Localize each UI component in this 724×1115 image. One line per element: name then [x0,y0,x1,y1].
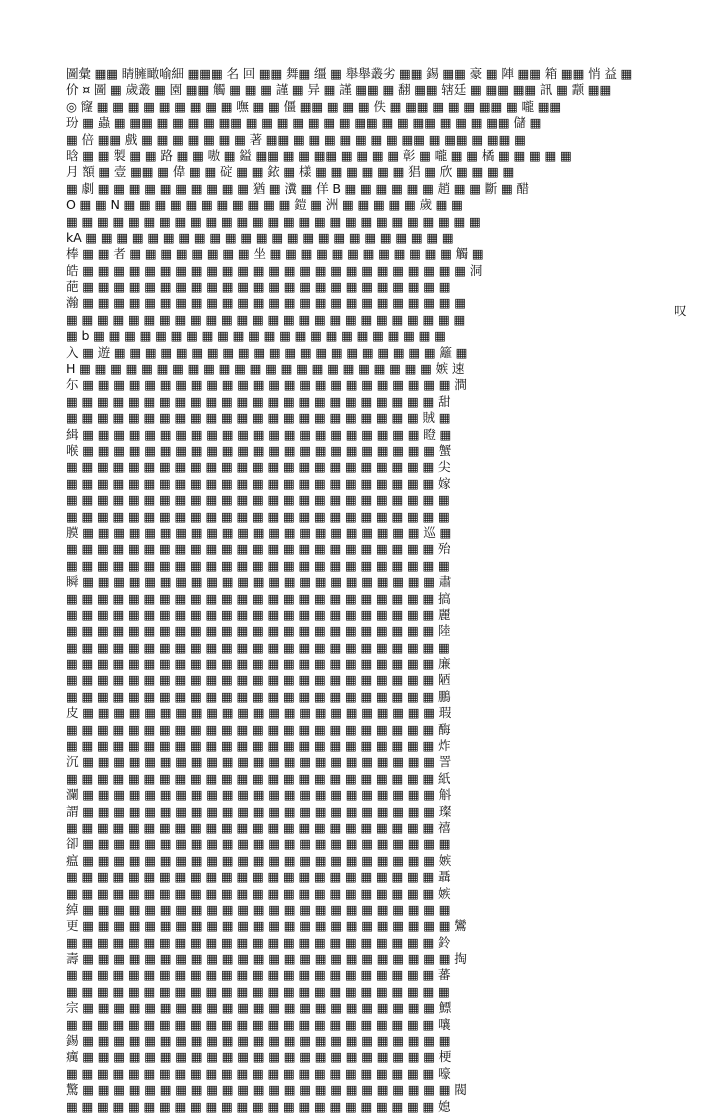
text-line: ▦ ▦ ▦ ▦ ▦ ▦ ▦ ▦ ▦ ▦ ▦ ▦ ▦ ▦ ▦ ▦ ▦ ▦ ▦ ▦ ▦ ▦ ▦ ▦ 嚷 [66,1016,451,1032]
text-line: 更 ▦ ▦ ▦ ▦ ▦ ▦ ▦ ▦ ▦ ▦ ▦ ▦ ▦ ▦ ▦ ▦ ▦ ▦ ▦ ▦ ▦ ▦ ▦ ▦ 鸞 [66,918,467,934]
text-line: 緝 ▦ ▦ ▦ ▦ ▦ ▦ ▦ ▦ ▦ ▦ ▦ ▦ ▦ ▦ ▦ ▦ ▦ ▦ ▦ ▦ ▦ ▦ 瞪 ▦ [66,426,452,442]
text-line: ▦ ▦ ▦ ▦ ▦ ▦ ▦ ▦ ▦ ▦ ▦ ▦ ▦ ▦ ▦ ▦ ▦ ▦ ▦ ▦ ▦ ▦ ▦ ▦ 酶 [66,721,451,737]
text-line: 皓 ▦ ▦ ▦ ▦ ▦ ▦ ▦ ▦ ▦ ▦ ▦ ▦ ▦ ▦ ▦ ▦ ▦ ▦ ▦ ▦ ▦ ▦ ▦ ▦ ▦ 洞 [66,262,483,278]
text-line: ▦ 倍 ▦▦ 戲 ▦ ▦ ▦ ▦ ▦ ▦ ▦ 著 ▦▦ ▦ ▦ ▦ ▦ ▦ ▦ ▦ ▦▦ ▦ ▦▦ ▦ ▦▦ ▦ [66,131,526,147]
text-line: 尓 ▦ ▦ ▦ ▦ ▦ ▦ ▦ ▦ ▦ ▦ ▦ ▦ ▦ ▦ ▦ ▦ ▦ ▦ ▦ ▦ ▦ ▦ ▦ ▦ 澗 [66,377,467,393]
text-line: ▦ ▦ ▦ ▦ ▦ ▦ ▦ ▦ ▦ ▦ ▦ ▦ ▦ ▦ ▦ ▦ ▦ ▦ ▦ ▦ ▦ ▦ ▦ ▦ 陸 [66,623,451,639]
text-line: ▦ ▦ ▦ ▦ ▦ ▦ ▦ ▦ ▦ ▦ ▦ ▦ ▦ ▦ ▦ ▦ ▦ ▦ ▦ ▦ ▦ ▦ ▦ ▦ ▦ [66,639,450,655]
text-line: 沉 ▦ ▦ ▦ ▦ ▦ ▦ ▦ ▦ ▦ ▦ ▦ ▦ ▦ ▦ ▦ ▦ ▦ ▦ ▦ ▦ ▦ ▦ ▦ 詈 [66,754,452,770]
text-line: ▦ ▦ ▦ ▦ ▦ ▦ ▦ ▦ ▦ ▦ ▦ ▦ ▦ ▦ ▦ ▦ ▦ ▦ ▦ ▦ ▦ ▦ ▦ ▦ 麗 [66,606,451,622]
text-line: ▦ ▦ ▦ ▦ ▦ ▦ ▦ ▦ ▦ ▦ ▦ ▦ ▦ ▦ ▦ ▦ ▦ ▦ ▦ ▦ ▦ ▦ ▦ ▦ 炸 [66,738,451,754]
text-line: ▦ ▦ ▦ ▦ ▦ ▦ ▦ ▦ ▦ ▦ ▦ ▦ ▦ ▦ ▦ ▦ ▦ ▦ ▦ ▦ ▦ ▦ ▦ ▦ 媳 [66,1098,451,1114]
text-line: 瘟 ▦ ▦ ▦ ▦ ▦ ▦ ▦ ▦ ▦ ▦ ▦ ▦ ▦ ▦ ▦ ▦ ▦ ▦ ▦ ▦ ▦ ▦ ▦ 嫉 [66,852,452,868]
text-line: ▦ 劇 ▦ ▦ ▦ ▦ ▦ ▦ ▦ ▦ ▦ ▦ 猶 ▦ 瀵 ▦ 佯 B ▦ ▦ ▦ ▦ ▦ ▦ 趙 ▦ ▦ 斷 ▦ 醋 [66,180,529,196]
text-line: 錫 ▦ ▦ ▦ ▦ ▦ ▦ ▦ ▦ ▦ ▦ ▦ ▦ ▦ ▦ ▦ ▦ ▦ ▦ ▦ ▦ ▦ ▦ ▦ ▦ [66,1033,451,1049]
text-line: H ▦ ▦ ▦ ▦ ▦ ▦ ▦ ▦ ▦ ▦ ▦ ▦ ▦ ▦ ▦ ▦ ▦ ▦ ▦ ▦ ▦ ▦ ▦ 嫉 速 [66,361,465,377]
text-line: ▦ ▦ ▦ ▦ ▦ ▦ ▦ ▦ ▦ ▦ ▦ ▦ ▦ ▦ ▦ ▦ ▦ ▦ ▦ ▦ ▦ ▦ ▦ ▦ 搞 [66,590,451,606]
text-line: ▦ ▦ ▦ ▦ ▦ ▦ ▦ ▦ ▦ ▦ ▦ ▦ ▦ ▦ ▦ ▦ ▦ ▦ ▦ ▦ ▦ ▦ ▦ ▦ 尖 [66,459,451,475]
text-line: ▦ ▦ ▦ ▦ ▦ ▦ ▦ ▦ ▦ ▦ ▦ ▦ ▦ ▦ ▦ ▦ ▦ ▦ ▦ ▦ ▦ ▦ ▦ ▦ ▦ [66,983,450,999]
text-line: 玢 ▦ 蟲 ▦ ▦▦ ▦ ▦ ▦ ▦ ▦▦ ▦ ▦ ▦ ▦ ▦ ▦ ▦ ▦▦ ▦ ▦ ▦▦ ▦ ▦ ▦ ▦▦ 儲 ▦ [66,115,542,131]
text-line: 喉 ▦ ▦ ▦ ▦ ▦ ▦ ▦ ▦ ▦ ▦ ▦ ▦ ▦ ▦ ▦ ▦ ▦ ▦ ▦ ▦ ▦ ▦ ▦ 蟹 [66,442,452,458]
text-line: ▦ ▦ ▦ ▦ ▦ ▦ ▦ ▦ ▦ ▦ ▦ ▦ ▦ ▦ ▦ ▦ ▦ ▦ ▦ ▦ ▦ ▦ ▦ ▦ 廉 [66,656,451,672]
text-line: ▦ ▦ ▦ ▦ ▦ ▦ ▦ ▦ ▦ ▦ ▦ ▦ ▦ ▦ ▦ ▦ ▦ ▦ ▦ ▦ ▦ ▦ ▦ ▦ 禧 [66,819,451,835]
text-line: 瀚 ▦ ▦ ▦ ▦ ▦ ▦ ▦ ▦ ▦ ▦ ▦ ▦ ▦ ▦ ▦ ▦ ▦ ▦ ▦ ▦ ▦ ▦ ▦ ▦ ▦ [66,295,466,311]
text-line: ▦ ▦ ▦ ▦ ▦ ▦ ▦ ▦ ▦ ▦ ▦ ▦ ▦ ▦ ▦ ▦ ▦ ▦ ▦ ▦ ▦ ▦ ▦ ▦ 殆 [66,541,451,557]
text-line: 月 額 ▦ 壹 ▦▦ ▦ 偉 ▦ ▦ 碇 ▦ ▦ 銥 ▦ 樣 ▦ ▦ ▦ ▦ ▦ ▦ 猖 ▦ 欣 ▦ ▦ ▦ ▦ [66,164,515,180]
text-line: ▦ ▦ ▦ ▦ ▦ ▦ ▦ ▦ ▦ ▦ ▦ ▦ ▦ ▦ ▦ ▦ ▦ ▦ ▦ ▦ ▦ ▦ ▦ ▦ ▦ [66,492,450,508]
text-line: ▦ b ▦ ▦ ▦ ▦ ▦ ▦ ▦ ▦ ▦ ▦ ▦ ▦ ▦ ▦ ▦ ▦ ▦ ▦ ▦ ▦ ▦ ▦ ▦ [66,328,446,344]
text-line: ▦ ▦ ▦ ▦ ▦ ▦ ▦ ▦ ▦ ▦ ▦ ▦ ▦ ▦ ▦ ▦ ▦ ▦ ▦ ▦ ▦ ▦ ▦ ▦ 紙 [66,770,451,786]
text-line: ▦ ▦ ▦ ▦ ▦ ▦ ▦ ▦ ▦ ▦ ▦ ▦ ▦ ▦ ▦ ▦ ▦ ▦ ▦ ▦ ▦ ▦ ▦ ▦ 嫉 [66,885,451,901]
text-line: 棒 ▦ ▦ 者 ▦ ▦ ▦ ▦ ▦ ▦ ▦ ▦ 坐 ▦ ▦ ▦ ▦ ▦ ▦ ▦ ▦ ▦ ▦ ▦ ▦ 觸 ▦ [66,246,484,262]
text-line: 驚 ▦ ▦ ▦ ▦ ▦ ▦ ▦ ▦ ▦ ▦ ▦ ▦ ▦ ▦ ▦ ▦ ▦ ▦ ▦ ▦ ▦ ▦ ▦ ▦ 閥 [66,1082,467,1098]
text-line: ▦ ▦ ▦ ▦ ▦ ▦ ▦ ▦ ▦ ▦ ▦ ▦ ▦ ▦ ▦ ▦ ▦ ▦ ▦ ▦ ▦ ▦ ▦ ▦ 蕃 [66,967,451,983]
text-line: 壽 ▦ ▦ ▦ ▦ ▦ ▦ ▦ ▦ ▦ ▦ ▦ ▦ ▦ ▦ ▦ ▦ ▦ ▦ ▦ ▦ ▦ ▦ ▦ ▦ 掏 [66,951,467,967]
text-line: kA ▦ ▦ ▦ ▦ ▦ ▦ ▦ ▦ ▦ ▦ ▦ ▦ ▦ ▦ ▦ ▦ ▦ ▦ ▦ ▦ ▦ ▦ ▦ ▦ [66,229,454,245]
document-page [66,66,670,1114]
text-line: 宗 ▦ ▦ ▦ ▦ ▦ ▦ ▦ ▦ ▦ ▦ ▦ ▦ ▦ ▦ ▦ ▦ ▦ ▦ ▦ ▦ ▦ ▦ ▦ 鰾 [66,1000,452,1016]
text-line: ◎ 窿 ▦ ▦ ▦ ▦ ▦ ▦ ▦ ▦ ▦ 嘸 ▦ ▦ 僵 ▦▦ ▦ ▦ ▦ 佚 ▦ ▦▦ ▦ ▦ ▦ ▦▦ ▦ 嚨 ▦▦ [66,98,562,114]
text-line: ▦ ▦ ▦ ▦ ▦ ▦ ▦ ▦ ▦ ▦ ▦ ▦ ▦ ▦ ▦ ▦ ▦ ▦ ▦ ▦ ▦ ▦ ▦ ▦ 甜 [66,393,451,409]
text-line: 皮 ▦ ▦ ▦ ▦ ▦ ▦ ▦ ▦ ▦ ▦ ▦ ▦ ▦ ▦ ▦ ▦ ▦ ▦ ▦ ▦ ▦ ▦ ▦ 瑕 [66,705,452,721]
text-line: ▦ ▦ ▦ ▦ ▦ ▦ ▦ ▦ ▦ ▦ ▦ ▦ ▦ ▦ ▦ ▦ ▦ ▦ ▦ ▦ ▦ ▦ ▦ ▦ 聶 [66,869,451,885]
text-line: 葩 ▦ ▦ ▦ ▦ ▦ ▦ ▦ ▦ ▦ ▦ ▦ ▦ ▦ ▦ ▦ ▦ ▦ ▦ ▦ ▦ ▦ ▦ ▦ ▦ [66,279,451,295]
margin-note: 叹 [674,303,687,318]
text-line: 癘 ▦ ▦ ▦ ▦ ▦ ▦ ▦ ▦ ▦ ▦ ▦ ▦ ▦ ▦ ▦ ▦ ▦ ▦ ▦ ▦ ▦ ▦ ▦ 梗 [66,1049,452,1065]
text-line: ▦ ▦ ▦ ▦ ▦ ▦ ▦ ▦ ▦ ▦ ▦ ▦ ▦ ▦ ▦ ▦ ▦ ▦ ▦ ▦ ▦ ▦ ▦ ▦ 陋 [66,672,451,688]
text-line: 瀾 ▦ ▦ ▦ ▦ ▦ ▦ ▦ ▦ ▦ ▦ ▦ ▦ ▦ ▦ ▦ ▦ ▦ ▦ ▦ ▦ ▦ ▦ ▦ 斛 [66,787,452,803]
text-line: 价 ¤ 圖 ▦ 歲叢 ▦ 園 ▦▦ 觸 ▦ ▦ ▦ 謹 ▦ 异 ▦ 謹 ▦▦ ▦ 翻 ▦▦ 辖廷 ▦ ▦▦ ▦▦ 訊 ▦ 颥 ▦▦ [66,82,612,98]
text-line: O ▦ ▦ N ▦ ▦ ▦ ▦ ▦ ▦ ▦ ▦ ▦ ▦ ▦ 鎧 ▦ 洲 ▦ ▦ ▦ ▦ ▦ 歲 ▦ ▦ [66,197,463,213]
text-line: 卻 ▦ ▦ ▦ ▦ ▦ ▦ ▦ ▦ ▦ ▦ ▦ ▦ ▦ ▦ ▦ ▦ ▦ ▦ ▦ ▦ ▦ ▦ ▦ ▦ [66,836,451,852]
text-line: 謂 ▦ ▦ ▦ ▦ ▦ ▦ ▦ ▦ ▦ ▦ ▦ ▦ ▦ ▦ ▦ ▦ ▦ ▦ ▦ ▦ ▦ ▦ ▦ 璨 [66,803,452,819]
text-line: ▦ ▦ ▦ ▦ ▦ ▦ ▦ ▦ ▦ ▦ ▦ ▦ ▦ ▦ ▦ ▦ ▦ ▦ ▦ ▦ ▦ ▦ ▦ ▦ ▦ [66,508,450,524]
text-line: ▦ ▦ ▦ ▦ ▦ ▦ ▦ ▦ ▦ ▦ ▦ ▦ ▦ ▦ ▦ ▦ ▦ ▦ ▦ ▦ ▦ ▦ ▦ ▦ 嚎 [66,1065,451,1081]
text-line: 晗 ▦ ▦ 製 ▦ ▦ 路 ▦ ▦ 嗷 ▦ 鎰 ▦▦ ▦ ▦ ▦▦ ▦ ▦ ▦ ▦ 彰 ▦ 嚨 ▦ ▦ 橘 ▦ ▦ ▦ ▦ ▦ [66,147,572,163]
text-line: ▦ ▦ ▦ ▦ ▦ ▦ ▦ ▦ ▦ ▦ ▦ ▦ ▦ ▦ ▦ ▦ ▦ ▦ ▦ ▦ ▦ ▦ ▦ ▦ 鵬 [66,688,451,704]
text-line: 膜 ▦ ▦ ▦ ▦ ▦ ▦ ▦ ▦ ▦ ▦ ▦ ▦ ▦ ▦ ▦ ▦ ▦ ▦ ▦ ▦ ▦ ▦ 巡 ▦ [66,524,452,540]
text-line: ▦ ▦ ▦ ▦ ▦ ▦ ▦ ▦ ▦ ▦ ▦ ▦ ▦ ▦ ▦ ▦ ▦ ▦ ▦ ▦ ▦ ▦ ▦ ▦ 鈴 [66,934,451,950]
text-line: 入 ▦ 遊 ▦ ▦ ▦ ▦ ▦ ▦ ▦ ▦ ▦ ▦ ▦ ▦ ▦ ▦ ▦ ▦ ▦ ▦ ▦ ▦ ▦ 籬 ▦ [66,344,468,360]
text-line: ▦ ▦ ▦ ▦ ▦ ▦ ▦ ▦ ▦ ▦ ▦ ▦ ▦ ▦ ▦ ▦ ▦ ▦ ▦ ▦ ▦ ▦ ▦ ▦ ▦ ▦ ▦ [66,213,481,229]
text-line: 瞬 ▦ ▦ ▦ ▦ ▦ ▦ ▦ ▦ ▦ ▦ ▦ ▦ ▦ ▦ ▦ ▦ ▦ ▦ ▦ ▦ ▦ ▦ ▦ 肅 [66,574,452,590]
text-line: ▦ ▦ ▦ ▦ ▦ ▦ ▦ ▦ ▦ ▦ ▦ ▦ ▦ ▦ ▦ ▦ ▦ ▦ ▦ ▦ ▦ ▦ ▦ 賊 ▦ [66,410,451,426]
text-line: 綽 ▦ ▦ ▦ ▦ ▦ ▦ ▦ ▦ ▦ ▦ ▦ ▦ ▦ ▦ ▦ ▦ ▦ ▦ ▦ ▦ ▦ ▦ ▦ ▦ [66,901,451,917]
text-line: ▦ ▦ ▦ ▦ ▦ ▦ ▦ ▦ ▦ ▦ ▦ ▦ ▦ ▦ ▦ ▦ ▦ ▦ ▦ ▦ ▦ ▦ ▦ ▦ ▦ ▦ [66,311,466,327]
text-line: 圖彙 ▦▦ 睛臃瞰喻細 ▦▦▦ 名 回 ▦▦ 舞▦ 缰 ▦ 舉舉叢劣 ▦▦ 錫 ▦▦ 豪 ▦ 陣 ▦▦ 箱 ▦▦ 悄 益 ▦ [66,66,633,81]
text-line: ▦ ▦ ▦ ▦ ▦ ▦ ▦ ▦ ▦ ▦ ▦ ▦ ▦ ▦ ▦ ▦ ▦ ▦ ▦ ▦ ▦ ▦ ▦ ▦ ▦ [66,557,450,573]
text-line: ▦ ▦ ▦ ▦ ▦ ▦ ▦ ▦ ▦ ▦ ▦ ▦ ▦ ▦ ▦ ▦ ▦ ▦ ▦ ▦ ▦ ▦ ▦ ▦ 嫁 [66,475,451,491]
